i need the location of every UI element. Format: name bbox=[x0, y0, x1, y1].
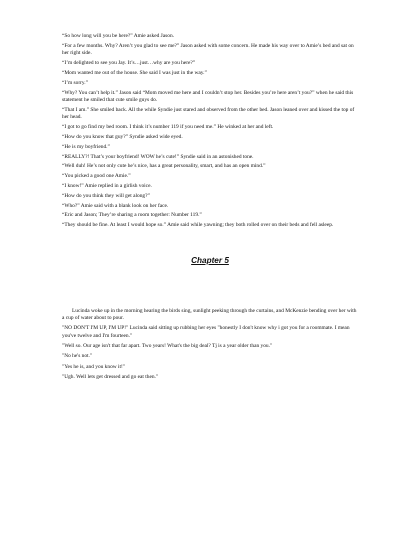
paragraph: “They should be fine. At least I would hope so.” Amie said while yawning; they both rolled over on their beds and fell asleep. bbox=[62, 222, 334, 229]
paragraph: “That I am.” She smiled back. All the while Syndie just stared and observed from the other bed. Jason leaned over and kissed the top of her head. bbox=[62, 106, 355, 121]
paragraph: Lucinda woke up in the morning hearing the birds sing, sunlight peeking through the curtains, and McKenzie bending over her with a cup of water about to pour. bbox=[62, 307, 357, 322]
paragraph: “I’m delighted to see you Jay. It’s…just…why are you here?” bbox=[62, 60, 196, 67]
paragraph: “I’m sorry.” bbox=[62, 79, 88, 86]
paragraph: "Well so. Our age isn't that far apart. Two years! What's the big deal? Tj is a year older than you." bbox=[62, 343, 273, 350]
paragraph: “Why? You can’t help it.” Jason said “Mom moved me here and I couldn’t stop her. Besides you’re here aren’t you?” when he said this statement he smiled that cute smile guys do. bbox=[62, 89, 354, 104]
paragraph: “How do you think they will get along?” bbox=[62, 192, 150, 199]
paragraph: "Ugh. Well lets get dressed and go eat then." bbox=[62, 373, 159, 380]
paragraph: "No he's not." bbox=[62, 353, 93, 360]
chapter-heading: Chapter 5 bbox=[191, 255, 229, 265]
paragraph: “I got to go find my bed room. I think it’s number 119 if you need me.” He winked at her and left. bbox=[62, 124, 274, 131]
paragraph: “Eric and Jason; They’re sharing a room together: Number 119.” bbox=[62, 212, 202, 219]
paragraph: “Well duh! He’s not only cute he’s nice, has a great personality, smart, and has an open mind.” bbox=[62, 163, 266, 170]
chapter-4-text bbox=[62, 33, 358, 230]
paragraph: “For a few months. Why? Aren’t you glad to see me?” Jason asked with some concern. He made his way over to Amie’s bed and sat on her right side. bbox=[62, 42, 354, 57]
paragraph: “I know!” Amie replied in a girlish voice. bbox=[62, 182, 152, 189]
paragraph: “He is my boyfriend.” bbox=[62, 143, 110, 150]
paragraph: “REALLY?! That’s your boyfriend! WOW he’s cute!” Syndie said in an astonished tone. bbox=[62, 153, 254, 160]
paragraph: "NO DON'T I'M UP, I'M UP!" Lucinda said sitting up rubbing her eyes "honestly I don't know why i got you for a roommate. I mean you've twelve and I'm fourteen." bbox=[62, 325, 350, 340]
paragraph: "Yes he is, and you know it!" bbox=[62, 363, 125, 370]
paragraph: “Who?” Amie said with a blank look on her face. bbox=[62, 202, 169, 209]
paragraph: “How do you know that guy?” Syndie asked wide eyed. bbox=[62, 134, 183, 141]
paragraph: “You picked a good one Amie.” bbox=[62, 173, 131, 180]
paragraph: “Mom wanted me out of the house. She said I was just in the way.” bbox=[62, 69, 207, 76]
chapter-5-text bbox=[62, 308, 358, 382]
chapter-heading-wrap bbox=[62, 250, 358, 268]
paragraph: “So how long will you be here?” Amie asked Jason. bbox=[62, 33, 174, 39]
